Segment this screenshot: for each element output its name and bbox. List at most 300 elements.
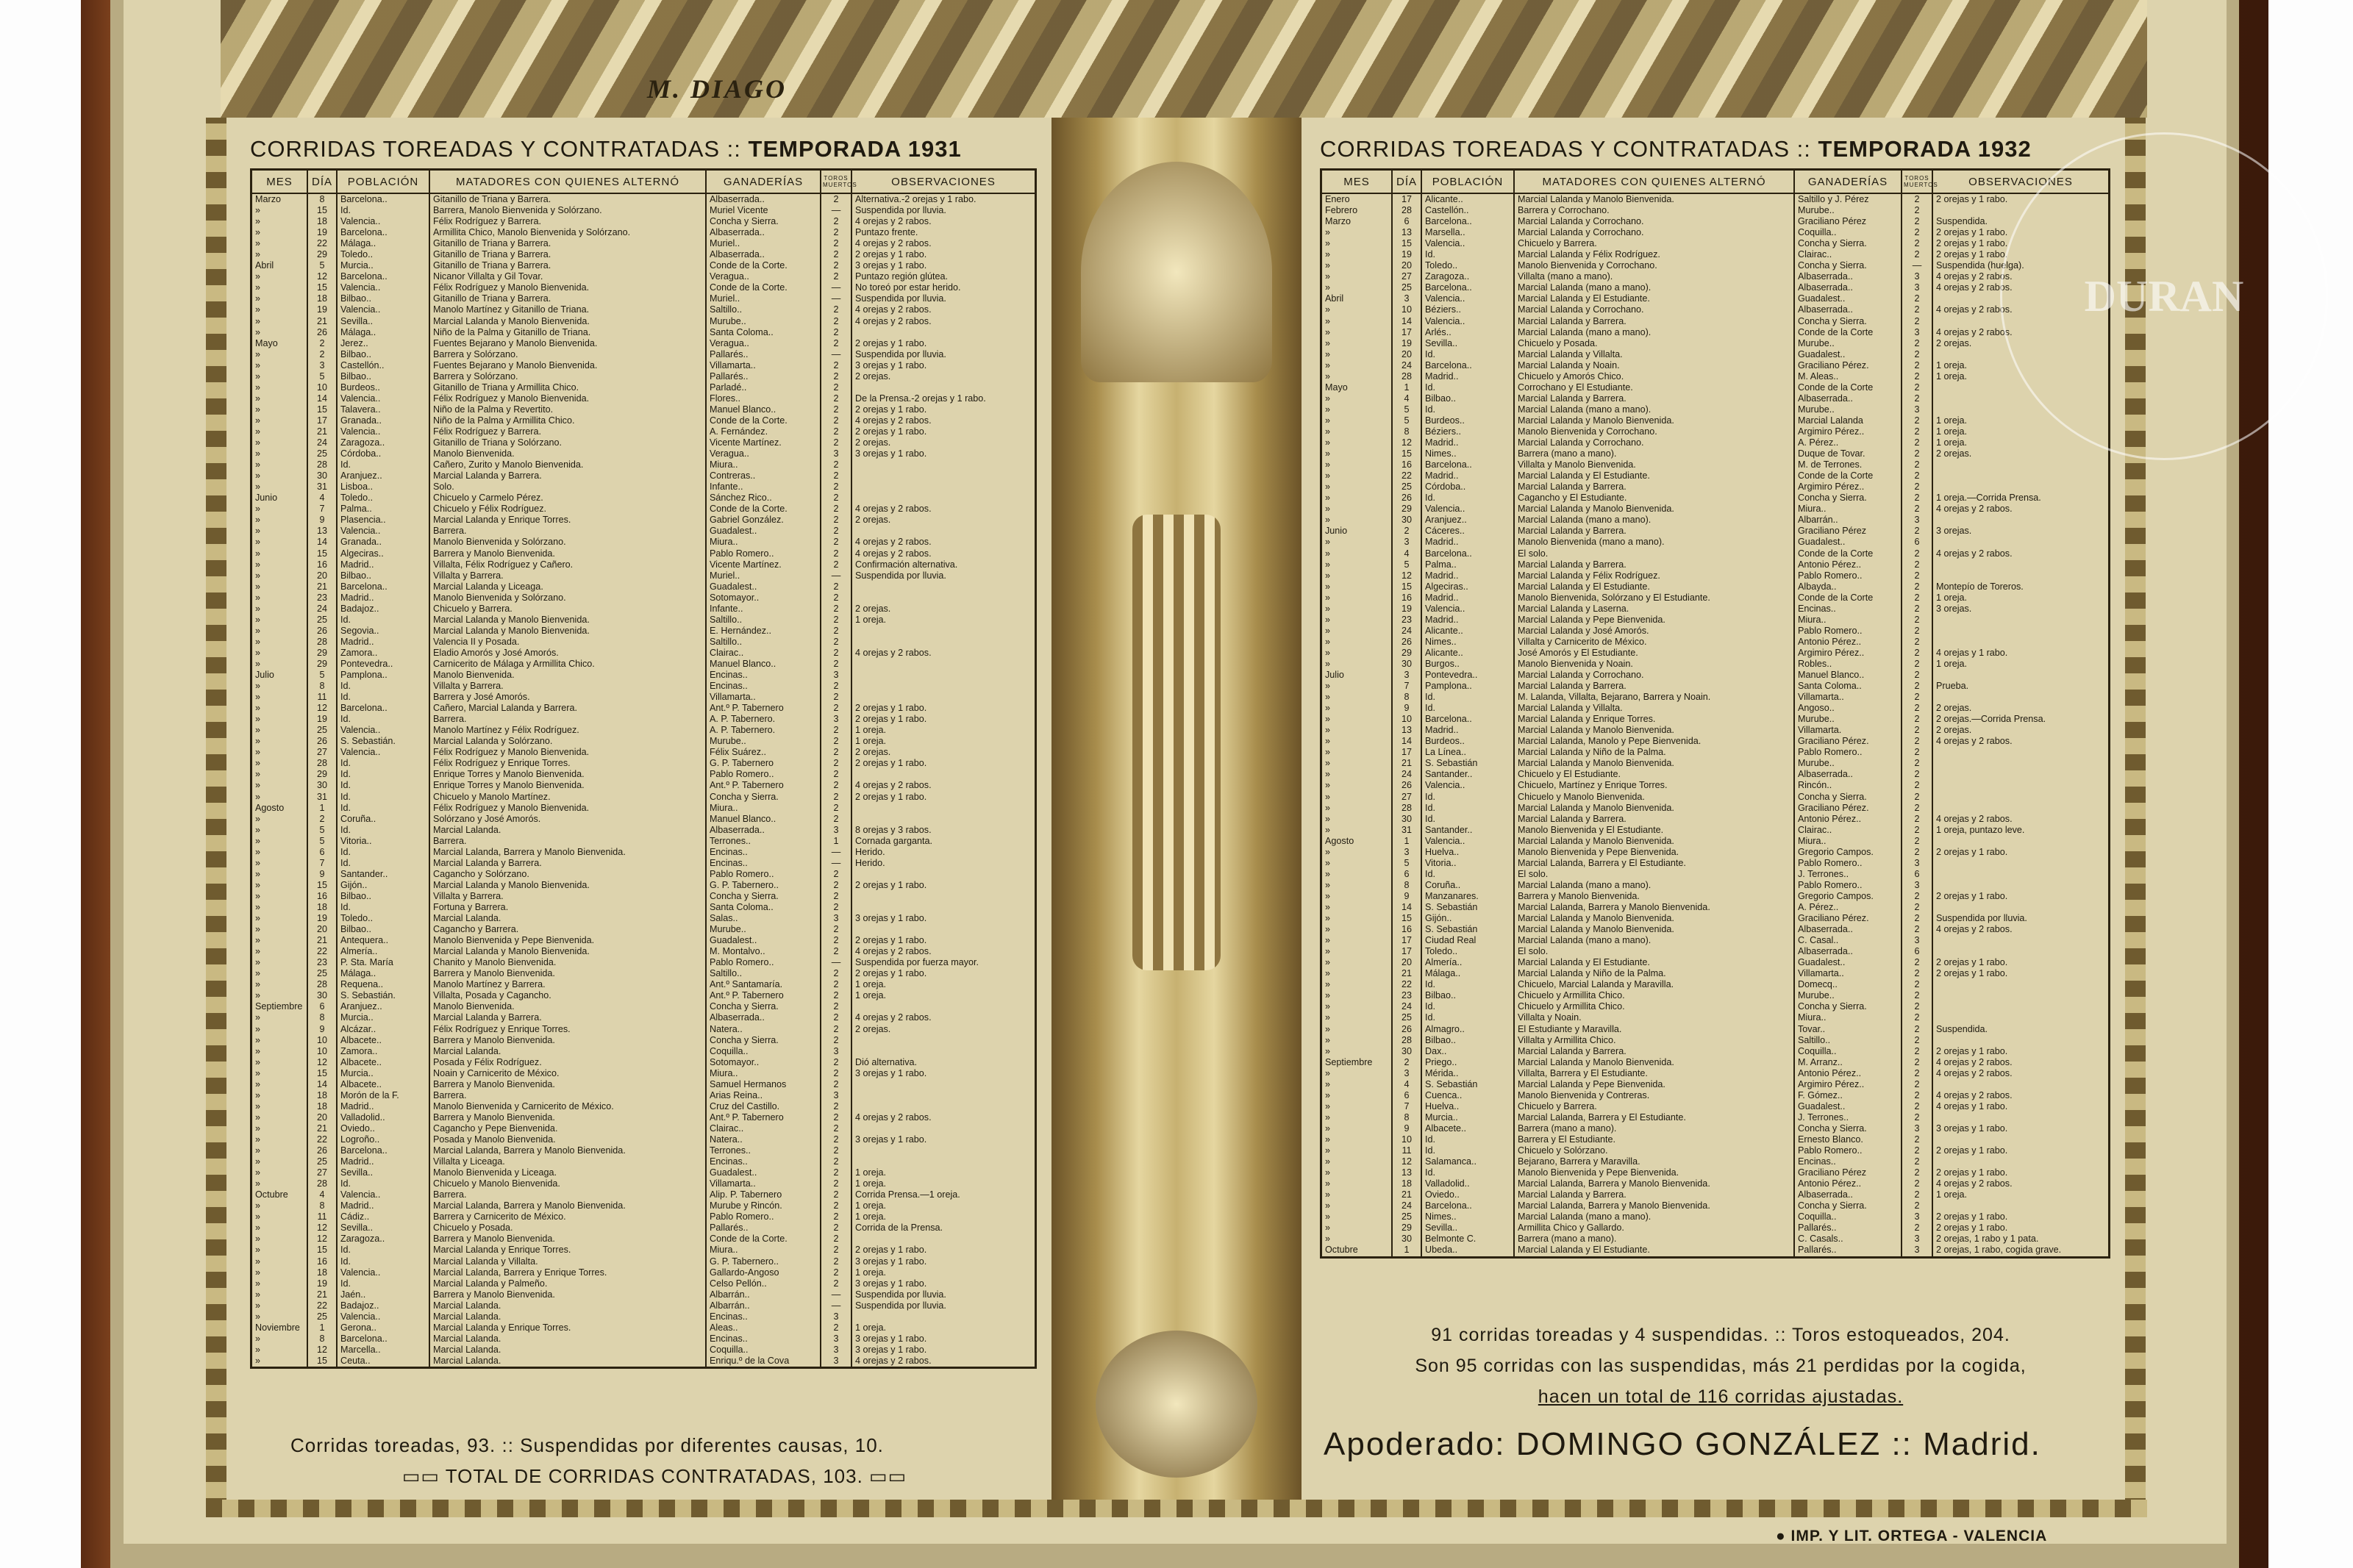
table-cell: 2 xyxy=(1902,615,1932,626)
table-cell: » xyxy=(251,957,308,968)
table-cell: » xyxy=(1321,1222,1393,1234)
table-cell: 25 xyxy=(307,968,337,979)
table-cell: » xyxy=(251,515,308,526)
table-cell: 4 orejas y 2 rabos. xyxy=(851,1012,1036,1023)
table-cell: 2 xyxy=(821,537,851,548)
table-cell: Gitanillo de Triana y Solórzano. xyxy=(429,437,706,448)
table-cell: Villalta y Manolo Bienvenida. xyxy=(1514,459,1794,470)
table-cell: 15 xyxy=(307,404,337,415)
table-cell: 4 orejas y 2 rabos. xyxy=(1932,1057,2110,1068)
table-cell: 20 xyxy=(1392,349,1421,360)
table-cell: Enrique Torres y Manolo Bienvenida. xyxy=(429,769,706,780)
table-cell: Barrera, Manolo Bienvenida y Solórzano. xyxy=(429,205,706,216)
table-cell: 2 xyxy=(821,725,851,736)
table-cell xyxy=(851,692,1036,703)
table-cell: 2 orejas, 1 rabo, cogida grave. xyxy=(1932,1245,2110,1257)
table-cell: 21 xyxy=(1392,1189,1421,1200)
table-cell: Chicuelo y Posada. xyxy=(429,1222,706,1234)
table-cell: 2 orejas y 1 rabo. xyxy=(1932,968,2110,979)
table-row xyxy=(251,1345,1036,1356)
summary-1932-line2: Son 95 corridas con las suspendidas, más 21 perdidas por la cogida, xyxy=(1415,1356,2027,1376)
table-row xyxy=(251,1311,1036,1322)
table-cell: 25 xyxy=(307,725,337,736)
table-row xyxy=(1321,1178,2110,1189)
table-cell: 2 xyxy=(1902,371,1932,382)
table-cell: Suspendida (huelga). xyxy=(1932,260,2110,271)
table-cell: Félix Rodríguez y Manolo Bienvenida. xyxy=(429,803,706,814)
table-cell: 17 xyxy=(307,415,337,426)
table-cell: 19 xyxy=(307,1278,337,1289)
table-cell: A. P. Tabernero. xyxy=(706,725,821,736)
table-row xyxy=(251,581,1036,593)
table-cell: » xyxy=(1321,803,1393,814)
table-cell: Murube.. xyxy=(1794,338,1902,349)
table-cell: 2 xyxy=(821,382,851,393)
table-cell: » xyxy=(251,382,308,393)
table-cell: Conde de la Corte xyxy=(1794,327,1902,338)
table-row xyxy=(251,1035,1036,1046)
table-cell: Burgos.. xyxy=(1421,659,1514,670)
table-row xyxy=(1321,946,2110,957)
table-row xyxy=(1321,559,2110,570)
table-cell: Pontevedra.. xyxy=(337,659,429,670)
table-row xyxy=(251,902,1036,913)
table-row xyxy=(1321,714,2110,725)
table-cell: Burdeos.. xyxy=(1421,415,1514,426)
table-cell: » xyxy=(251,1090,308,1101)
table-cell: 2 xyxy=(821,1167,851,1178)
table-cell: 1 xyxy=(821,836,851,847)
table-cell: Almería.. xyxy=(337,946,429,957)
table-row xyxy=(251,681,1036,692)
table-cell: 2 xyxy=(821,526,851,537)
table-cell: Marcial Lalanda y Barrera. xyxy=(1514,316,1794,327)
table-cell: Valencia.. xyxy=(1421,316,1514,327)
table-cell: 2 xyxy=(1902,1178,1932,1189)
table-cell: Pablo Romero.. xyxy=(1794,880,1902,891)
table-cell: Valencia.. xyxy=(337,426,429,437)
table-cell: 30 xyxy=(1392,1234,1421,1245)
table-row xyxy=(1321,1211,2110,1222)
table-cell: Granada.. xyxy=(337,537,429,548)
table-cell: Gitanillo de Triana y Barrera. xyxy=(429,293,706,304)
table-cell: Noviembre xyxy=(251,1322,308,1333)
table-cell: Marcial Lalanda y Manolo Bienvenida. xyxy=(1514,415,1794,426)
table-cell: Marcial Lalanda y Villalta. xyxy=(429,1256,706,1267)
table-cell: Barcelona.. xyxy=(1421,1200,1514,1211)
table-cell: » xyxy=(1321,482,1393,493)
table-row xyxy=(1321,238,2110,249)
table-cell: 2 xyxy=(1902,957,1932,968)
table-cell: 2 orejas y 1 rabo. xyxy=(851,935,1036,946)
table-cell: Manolo Bienvenida, Solórzano y El Estudiante. xyxy=(1514,593,1794,604)
table-cell: » xyxy=(251,504,308,515)
col-header-month: MES xyxy=(1321,170,1393,194)
table-cell: Manolo Martínez y Gitanillo de Triana. xyxy=(429,304,706,315)
table-cell: Conde de la Corte xyxy=(1794,470,1902,482)
table-cell: Marcial Lalanda y El Estudiante. xyxy=(1514,957,1794,968)
table-cell: Argimiro Pérez.. xyxy=(1794,648,1902,659)
table-cell: Flores.. xyxy=(706,393,821,404)
table-cell: » xyxy=(251,913,308,924)
table-cell: 18 xyxy=(307,902,337,913)
table-cell: Zaragoza.. xyxy=(1421,271,1514,282)
table-cell: 3 orejas y 1 rabo. xyxy=(851,260,1036,271)
table-cell: 1 oreja. xyxy=(851,615,1036,626)
table-cell xyxy=(851,1145,1036,1156)
table-cell: 2 xyxy=(821,1134,851,1145)
table-cell: Burdeos.. xyxy=(1421,736,1514,747)
table-cell: 2 xyxy=(821,1035,851,1046)
table-cell: 4 orejas y 2 rabos. xyxy=(851,504,1036,515)
table-cell: 28 xyxy=(1392,803,1421,814)
table-cell: Valencia.. xyxy=(337,304,429,315)
table-cell: » xyxy=(1321,493,1393,504)
table-cell: Barcelona.. xyxy=(337,227,429,238)
table-row xyxy=(1321,957,2110,968)
table-row xyxy=(251,570,1036,581)
table-cell: 4 orejas y 2 rabos. xyxy=(851,548,1036,559)
table-cell: 24 xyxy=(1392,360,1421,371)
table-cell: Priego.. xyxy=(1421,1057,1514,1068)
table-cell: Ant.º P. Tabernero xyxy=(706,703,821,714)
table-cell: Madrid.. xyxy=(1421,615,1514,626)
table-cell: Marcial Lalanda y Manolo Bienvenida. xyxy=(1514,836,1794,847)
table-cell: Félix Rodríguez y Manolo Bienvenida. xyxy=(429,282,706,293)
table-cell: 1 oreja, puntazo leve. xyxy=(1932,825,2110,836)
table-cell: Junio xyxy=(1321,526,1393,537)
table-cell: 2 orejas. xyxy=(851,437,1036,448)
table-cell: 3 orejas y 1 rabo. xyxy=(851,360,1036,371)
table-cell: 21 xyxy=(307,935,337,946)
table-cell: P. Sta. María xyxy=(337,957,429,968)
season-1931-rows xyxy=(251,193,1036,1367)
table-cell: » xyxy=(251,648,308,659)
table-cell: Guadalest.. xyxy=(1794,957,1902,968)
table-row xyxy=(251,1300,1036,1311)
table-cell: » xyxy=(251,902,308,913)
table-cell: 28 xyxy=(1392,205,1421,216)
table-cell: Encinas.. xyxy=(706,681,821,692)
ornamental-column xyxy=(1051,118,1302,1500)
table-row xyxy=(1321,593,2110,604)
table-cell: » xyxy=(1321,304,1393,315)
table-row xyxy=(251,426,1036,437)
summary-1932-line3: hacen un total de 116 corridas ajustadas. xyxy=(1538,1386,1904,1407)
table-cell: Manolo Bienvenida. xyxy=(429,1001,706,1012)
left-rope-border xyxy=(206,118,226,1514)
table-cell: 2 xyxy=(821,1222,851,1234)
table-cell: 6 xyxy=(307,847,337,858)
table-cell: Aleas.. xyxy=(706,1322,821,1333)
table-cell: 15 xyxy=(307,1245,337,1256)
table-cell: Miura.. xyxy=(706,537,821,548)
table-cell: Barrera y Manolo Bienvenida. xyxy=(429,968,706,979)
table-cell: 2 xyxy=(821,260,851,271)
table-cell: Zamora.. xyxy=(337,648,429,659)
table-cell: 9 xyxy=(307,515,337,526)
table-row xyxy=(251,814,1036,825)
table-cell: 12 xyxy=(307,1222,337,1234)
table-cell: » xyxy=(251,1068,308,1079)
col-header-notes: OBSERVACIONES xyxy=(1932,170,2110,194)
table-cell: 2 xyxy=(821,792,851,803)
table-cell: Cañero, Marcial Lalanda y Barrera. xyxy=(429,703,706,714)
table-cell: G. P. Tabernero.. xyxy=(706,1256,821,1267)
table-cell: 5 xyxy=(307,371,337,382)
table-cell: 2 xyxy=(821,249,851,260)
table-cell: 3 xyxy=(1902,327,1932,338)
column-base xyxy=(1096,1331,1257,1478)
table-cell: 17 xyxy=(1392,327,1421,338)
table-cell: Pablo Romero.. xyxy=(1794,1145,1902,1156)
table-cell: » xyxy=(1321,1024,1393,1035)
table-row xyxy=(251,349,1036,360)
table-cell: 2 xyxy=(1902,604,1932,615)
table-cell: 2 xyxy=(1902,1079,1932,1090)
table-cell: Gitanillo de Triana y Barrera. xyxy=(429,260,706,271)
table-cell: Barrera y José Amorós. xyxy=(429,692,706,703)
table-cell: » xyxy=(1321,282,1393,293)
table-cell: Marcial Lalanda, Manolo y Pepe Bienvenida. xyxy=(1514,736,1794,747)
table-cell: » xyxy=(251,880,308,891)
table-cell: 2 orejas y 1 rabo. xyxy=(851,1245,1036,1256)
table-cell: Madrid.. xyxy=(1421,537,1514,548)
table-cell: » xyxy=(1321,637,1393,648)
watermark-seal: DURAN xyxy=(2000,132,2328,460)
table-cell: Guadalest.. xyxy=(706,1167,821,1178)
table-cell: Madrid.. xyxy=(1421,437,1514,448)
table-cell: Herido. xyxy=(851,847,1036,858)
table-cell: Bilbao.. xyxy=(337,293,429,304)
table-cell: 2 xyxy=(821,426,851,437)
table-cell: Marzo xyxy=(251,193,308,205)
table-cell: Murube.. xyxy=(706,736,821,747)
table-cell: 2 xyxy=(1902,1189,1932,1200)
table-cell: 4 xyxy=(307,1189,337,1200)
table-cell: Robles.. xyxy=(1794,659,1902,670)
table-row xyxy=(1321,825,2110,836)
season-1932-heading xyxy=(1320,136,2110,162)
table-cell: 21 xyxy=(307,581,337,593)
table-cell: » xyxy=(1321,758,1393,769)
table-cell: Alicante.. xyxy=(1421,626,1514,637)
table-cell: 1 oreja. xyxy=(851,979,1036,990)
table-cell: Miura.. xyxy=(706,1068,821,1079)
table-cell: 2 xyxy=(1902,1167,1932,1178)
table-cell: 30 xyxy=(307,780,337,791)
table-cell: Muriel Vicente xyxy=(706,205,821,216)
table-cell: José Amorós y El Estudiante. xyxy=(1514,648,1794,659)
table-cell: » xyxy=(1321,470,1393,482)
table-cell: Cuenca.. xyxy=(1421,1090,1514,1101)
table-cell: » xyxy=(1321,448,1393,459)
table-row xyxy=(1321,1167,2110,1178)
table-row xyxy=(1321,193,2110,205)
table-cell: Suspendida por lluvia. xyxy=(851,570,1036,581)
table-row xyxy=(1321,371,2110,382)
table-cell: Murcia.. xyxy=(337,1068,429,1079)
table-cell: 28 xyxy=(307,1178,337,1189)
table-cell xyxy=(1932,792,2110,803)
table-cell: 2 xyxy=(821,1068,851,1079)
table-cell: 5 xyxy=(307,836,337,847)
table-cell: 20 xyxy=(307,570,337,581)
table-row xyxy=(251,924,1036,935)
table-cell: 7 xyxy=(307,504,337,515)
table-cell: Murube y Rincón. xyxy=(706,1200,821,1211)
table-cell: 3 xyxy=(821,913,851,924)
heading-season: TEMPORADA 1931 xyxy=(748,136,962,162)
table-cell: Fortuna y Barrera. xyxy=(429,902,706,913)
table-cell: Pablo Romero.. xyxy=(706,548,821,559)
table-cell: Barcelona.. xyxy=(337,1333,429,1345)
table-cell: 17 xyxy=(1392,747,1421,758)
table-cell: Marcial Lalanda, Barrera y El Estudiante. xyxy=(1514,1112,1794,1123)
table-cell: Natera.. xyxy=(706,1024,821,1035)
table-cell: » xyxy=(251,1101,308,1112)
table-cell: Villalta y Barrera. xyxy=(429,891,706,902)
table-cell: Barcelona.. xyxy=(337,1145,429,1156)
table-cell: 2 orejas. xyxy=(851,371,1036,382)
table-cell: Coquilla.. xyxy=(1794,1211,1902,1222)
table-cell: » xyxy=(251,1200,308,1211)
table-cell: 2 xyxy=(821,515,851,526)
table-cell: » xyxy=(251,205,308,216)
table-cell: Marcial Lalanda (mano a mano). xyxy=(1514,1211,1794,1222)
table-cell: 2 xyxy=(821,935,851,946)
table-cell: » xyxy=(251,990,308,1001)
table-cell: » xyxy=(251,1134,308,1145)
table-cell: 2 xyxy=(821,1234,851,1245)
table-cell: Barrera y Manolo Bienvenida. xyxy=(1514,891,1794,902)
table-cell: Confirmación alternativa. xyxy=(851,559,1036,570)
table-cell: » xyxy=(251,393,308,404)
table-cell: Ant.º P. Tabernero xyxy=(706,780,821,791)
table-cell: 2 xyxy=(1902,637,1932,648)
table-row xyxy=(251,1112,1036,1123)
table-cell: Dió alternativa. xyxy=(851,1057,1036,1068)
table-cell: 1 oreja. xyxy=(851,1200,1036,1211)
table-cell: Jaén.. xyxy=(337,1289,429,1300)
table-cell: Madrid.. xyxy=(1421,470,1514,482)
table-cell: Septiembre xyxy=(1321,1057,1393,1068)
table-cell: Huelva.. xyxy=(1421,847,1514,858)
table-cell: Cagancho y Pepe Bienvenida. xyxy=(429,1123,706,1134)
table-cell: » xyxy=(251,271,308,282)
table-cell: 2 orejas. xyxy=(851,747,1036,758)
table-cell: M. Montalvo.. xyxy=(706,946,821,957)
table-cell: Barcelona.. xyxy=(1421,282,1514,293)
table-cell: Manuel Blanco.. xyxy=(706,659,821,670)
table-cell: 2 xyxy=(821,360,851,371)
table-cell xyxy=(1932,470,2110,482)
table-cell: 2 xyxy=(821,1024,851,1035)
table-cell: Barrera y Carnicerito de México. xyxy=(429,1211,706,1222)
table-cell: 12 xyxy=(1392,1156,1421,1167)
table-cell: 11 xyxy=(307,1211,337,1222)
table-cell: Valencia.. xyxy=(1421,293,1514,304)
table-cell: Gitanillo de Triana y Armillita Chico. xyxy=(429,382,706,393)
table-cell: Pallarés.. xyxy=(706,371,821,382)
table-cell xyxy=(1932,570,2110,581)
table-row xyxy=(1321,537,2110,548)
table-cell: No toreó por estar herido. xyxy=(851,282,1036,293)
table-cell: Suspendida por lluvia. xyxy=(851,205,1036,216)
table-cell: Félix Rodríguez y Barrera. xyxy=(429,216,706,227)
table-cell: 2 xyxy=(1902,747,1932,758)
table-cell: Marcial Lalanda y Manolo Bienvenida. xyxy=(1514,504,1794,515)
table-cell: » xyxy=(251,1245,308,1256)
table-cell: Encinas.. xyxy=(706,1156,821,1167)
table-cell: 13 xyxy=(307,526,337,537)
table-cell: » xyxy=(251,482,308,493)
table-cell: 1 oreja. xyxy=(1932,371,2110,382)
table-cell: 6 xyxy=(307,1001,337,1012)
table-cell: Gerona.. xyxy=(337,1322,429,1333)
table-cell: 4 orejas y 2 rabos. xyxy=(1932,282,2110,293)
table-cell xyxy=(851,626,1036,637)
table-cell: — xyxy=(821,205,851,216)
table-cell: Barrera. xyxy=(429,714,706,725)
table-cell: Villalta, Posada y Cagancho. xyxy=(429,990,706,1001)
table-row xyxy=(251,437,1036,448)
table-row xyxy=(251,1234,1036,1245)
table-cell: 2 xyxy=(1902,659,1932,670)
table-row xyxy=(251,282,1036,293)
table-cell: 4 orejas y 2 rabos. xyxy=(851,780,1036,791)
table-cell: 2 xyxy=(1902,891,1932,902)
table-cell: Barrera y Manolo Bienvenida. xyxy=(429,1035,706,1046)
table-cell xyxy=(1932,747,2110,758)
table-cell: 2 xyxy=(1902,1001,1932,1012)
table-cell: 2 xyxy=(1902,393,1932,404)
table-cell: 30 xyxy=(1392,515,1421,526)
table-row xyxy=(1321,1156,2110,1167)
table-cell: 7 xyxy=(1392,1101,1421,1112)
table-cell: Celso Pellón.. xyxy=(706,1278,821,1289)
table-cell: Marcial Lalanda y Barrera. xyxy=(1514,482,1794,493)
table-cell: Valencia.. xyxy=(1421,604,1514,615)
table-cell: 22 xyxy=(1392,979,1421,990)
table-cell: » xyxy=(1321,260,1393,271)
table-cell: » xyxy=(251,327,308,338)
table-cell: Octubre xyxy=(251,1189,308,1200)
table-cell: Barrera. xyxy=(429,1189,706,1200)
table-cell xyxy=(1932,1079,2110,1090)
table-cell: 20 xyxy=(307,1112,337,1123)
table-cell: Chicuelo y Barrera. xyxy=(429,604,706,615)
table-cell: 20 xyxy=(307,924,337,935)
table-cell: Infante.. xyxy=(706,604,821,615)
table-cell: » xyxy=(251,1356,308,1368)
table-row xyxy=(1321,1245,2110,1257)
table-cell: Villamarta.. xyxy=(706,1178,821,1189)
table-cell: » xyxy=(251,316,308,327)
table-row xyxy=(1321,670,2110,681)
table-cell: » xyxy=(1321,1134,1393,1145)
table-cell: 2 orejas y 1 rabo. xyxy=(851,338,1036,349)
table-cell: Id. xyxy=(1421,814,1514,825)
table-cell xyxy=(851,681,1036,692)
table-cell: Id. xyxy=(337,902,429,913)
table-cell xyxy=(1932,637,2110,648)
table-cell: Marcial Lalanda y Corrochano. xyxy=(1514,670,1794,681)
table-cell: Albaserrada.. xyxy=(706,227,821,238)
table-cell: Albaserrada.. xyxy=(1794,393,1902,404)
table-cell: Id. xyxy=(1421,869,1514,880)
table-cell: — xyxy=(821,1300,851,1311)
